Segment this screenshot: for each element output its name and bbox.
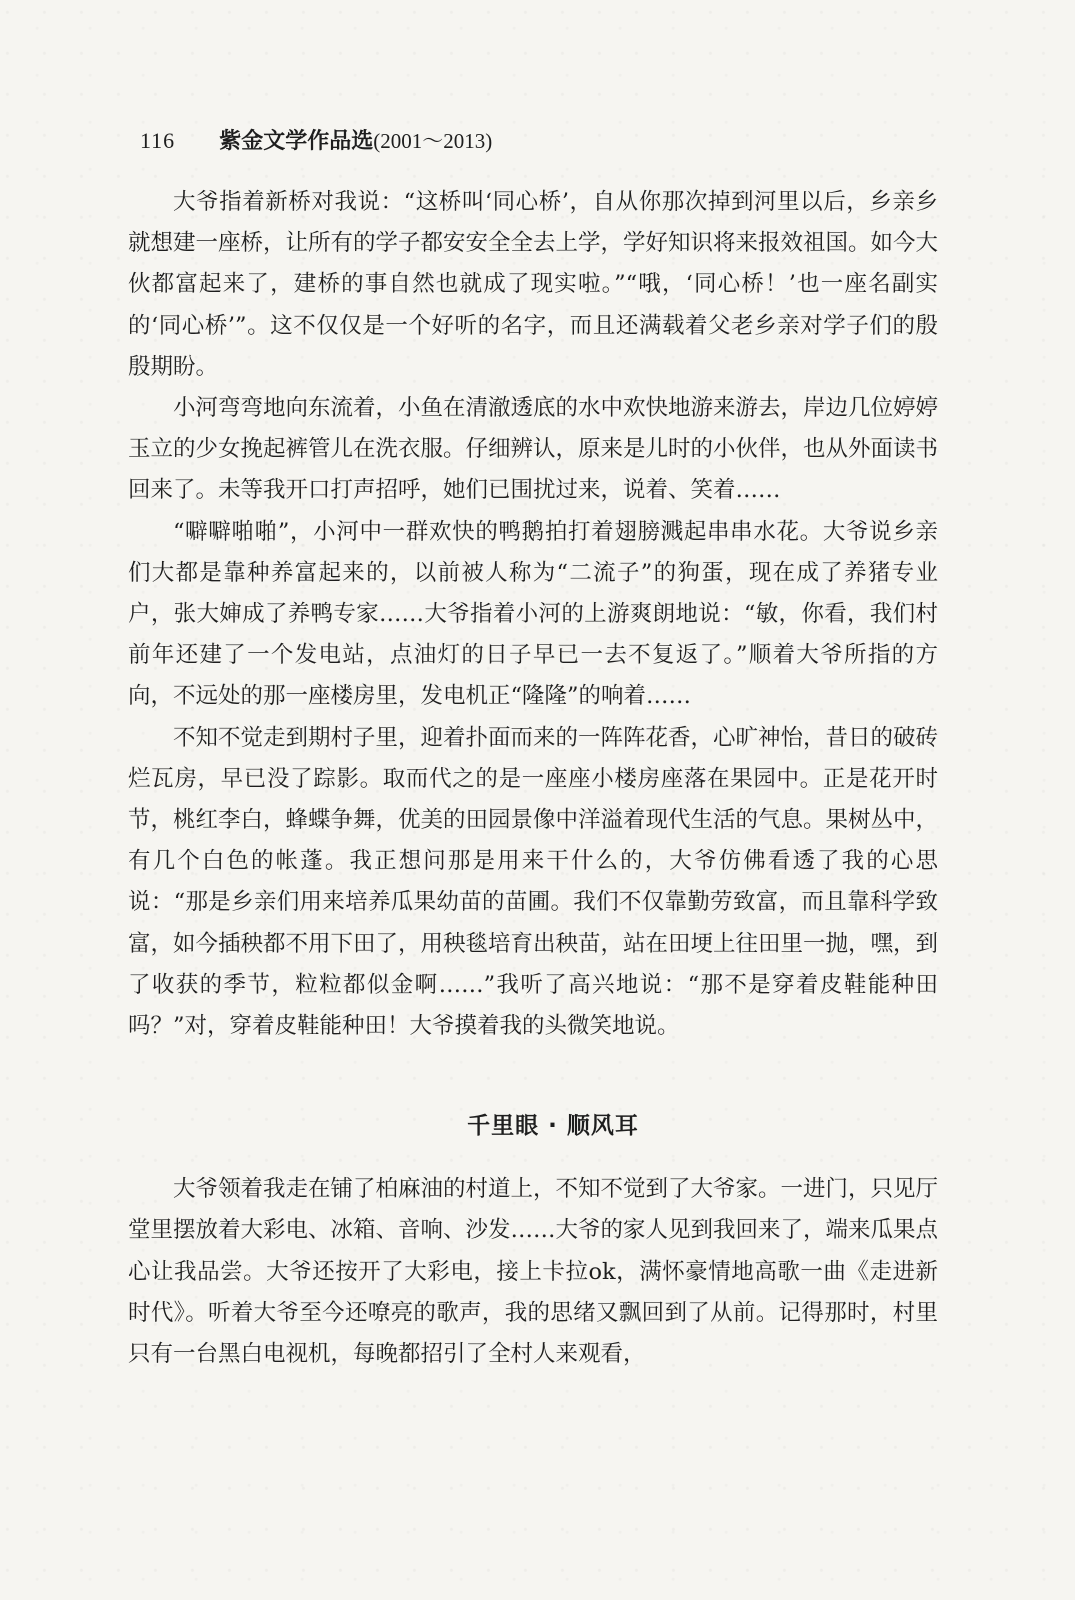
- paragraph: 大爷领着我走在铺了柏麻油的村道上，不知不觉到了大爷家。一进门，只见厅堂里摆放着大彩电、冰箱、音响、沙发……大爷的家人见到我回来了，端来瓜果点心让我品尝。大爷还按开了大彩电，接上卡拉ok，满怀豪情地高歌一曲《走进新时代》。听着大爷至今还嘹亮的歌声，我的思绪又飘回到了从前。记得那时，村里只有一台黑白电视机，每晚都招引了全村人来观看，: [128, 1176, 939, 1368]
- body-text: [128, 182, 938, 1375]
- book-years: (2001～2013): [373, 129, 493, 153]
- book-title: [219, 124, 492, 155]
- paragraph: “噼噼啪啪”，小河中一群欢快的鸭鹅拍打着翅膀溅起串串水花。大爷说乡亲们大都是靠种养富起来的，以前被人称为“二流子”的狗蛋，现在成了养猪专业户，张大婶成了养鸭专家……大爷指着小河的上游爽朗地说：“敏，你看，我们村前年还建了一个发电站，点油灯的日子早已一去不复返了。”顺着大爷所指的方向，不远处的那一座楼房里，发电机正“隆隆”的响着……: [128, 518, 938, 710]
- paragraph: 小河弯弯地向东流着，小鱼在清澈透底的水中欢快地游来游去，岸边几位婷婷玉立的少女挽起裤管儿在洗衣服。仔细辨认，原来是儿时的小伙伴，也从外面读书回来了。未等我开口打声招呼，她们已围扰过来，说着、笑着……: [128, 395, 939, 504]
- running-header: [140, 124, 492, 155]
- paragraph: 不知不觉走到期村子里，迎着扑面而来的一阵阵花香，心旷神怡，昔日的破砖烂瓦房，早已没了踪影。取而代之的是一座座小楼房座落在果园中。正是花开时节，桃红李白，蜂蝶争舞，优美的田园景像中洋溢着现代生活的气息。果树丛中，有几个白色的帐蓬。我正想问那是用来干什么的，大爷仿佛看透了我的心思说：“那是乡亲们用来培养瓜果幼苗的苗圃。我们不仅靠勤劳致富，而且靠科学致富，如今插秧都不用下田了，用秧毯培育出秧苗，站在田埂上往田里一抛，嘿，到了收获的季节，粒粒都似金啊……”我听了高兴地说：“那不是穿着皮鞋能种田吗？”对，穿着皮鞋能种田！大爷摸着我的头微笑地说。: [128, 724, 939, 1040]
- section-title: 千里眼 · 顺风耳: [467, 1113, 639, 1140]
- book-title-text: 紫金文学作品选: [219, 129, 374, 154]
- page-number: 116: [140, 128, 176, 153]
- paragraph: 大爷指着新桥对我说：“这桥叫‘同心桥’，自从你那次掉到河里以后，乡亲乡就想建一座桥，让所有的学子都安安全全去上学，学好知识将来报效祖国。如今大伙都富起来了，建桥的事自然也就成了现实啦。”“哦，‘同心桥！’也一座名副实的‘同心桥’”。这不仅仅是一个好听的名字，而且还满载着父老乡亲对学子们的殷殷期盼。: [128, 189, 939, 380]
